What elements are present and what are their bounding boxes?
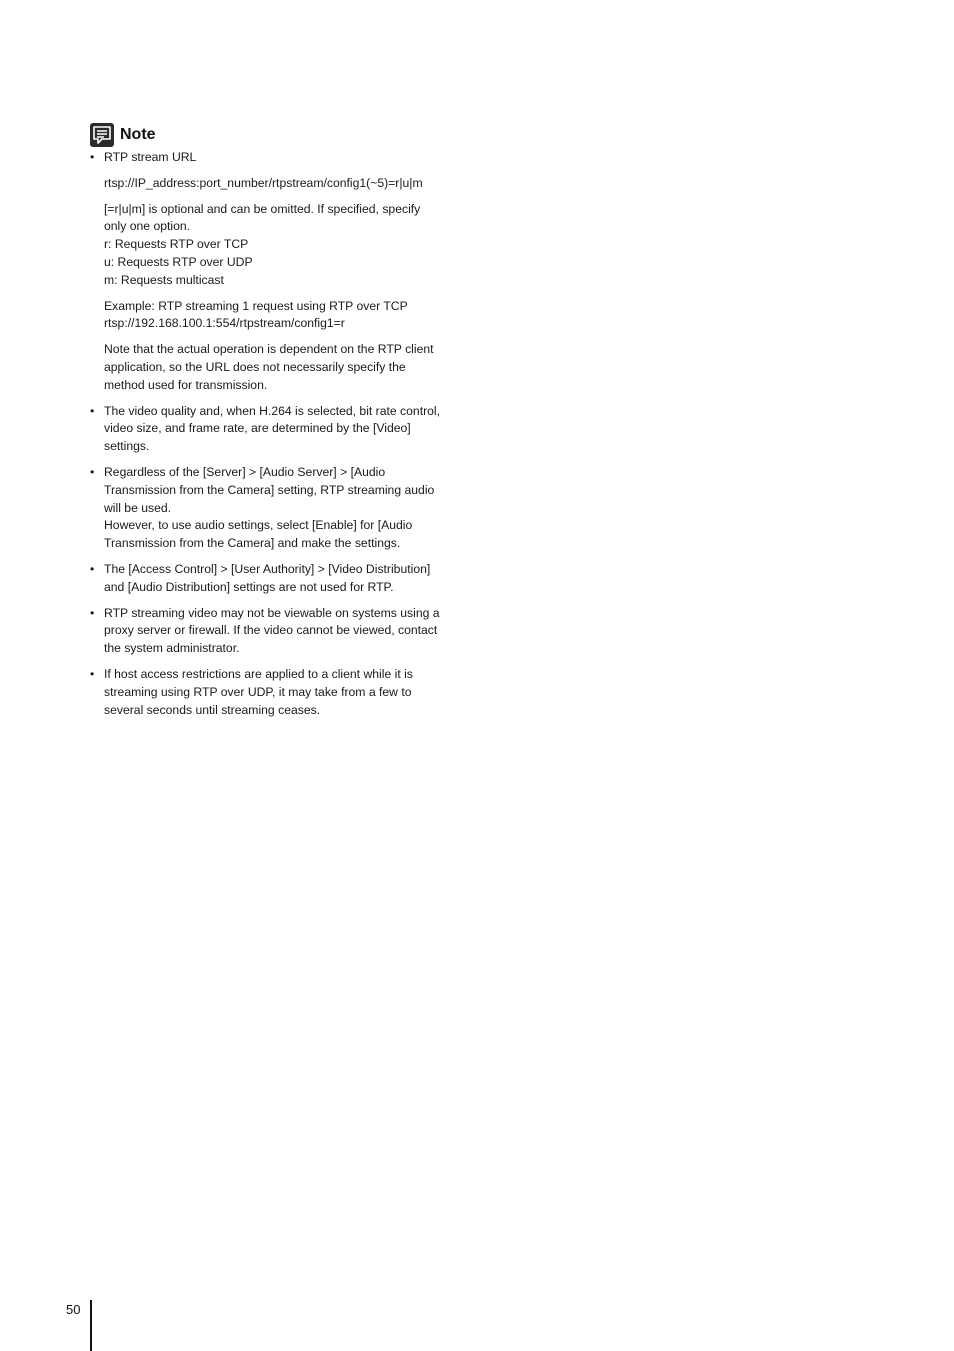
note-title: Note — [120, 126, 156, 143]
note-list-item — [90, 464, 470, 553]
note-text-line: RTP streaming video may not be viewable on systems using a — [104, 605, 440, 620]
note-list-item — [90, 403, 470, 456]
note-header — [90, 123, 156, 147]
note-list-item — [90, 605, 470, 658]
note-text-line: u: Requests RTP over UDP — [104, 254, 253, 269]
bullet-icon: • — [90, 150, 95, 164]
bullet-icon: • — [90, 403, 95, 418]
note-paragraph — [104, 403, 470, 456]
note-paragraph — [104, 561, 470, 597]
note-paragraph — [104, 201, 470, 290]
note-icon — [90, 123, 114, 147]
bullet-icon: • — [90, 561, 95, 576]
note-list-item — [90, 149, 470, 395]
page-number-rule — [90, 1300, 92, 1351]
note-text-line: The [Access Control] > [User Authority] > [Video Distribution] — [104, 561, 431, 576]
note-paragraph — [104, 605, 470, 658]
note-text-line: only one option. — [104, 219, 191, 234]
note-text-line: Regardless of the [Server] > [Audio Server] > [Audio — [104, 464, 386, 479]
note-text-line: application, so the URL does not necessarily specify the — [104, 359, 406, 374]
note-text-line: [=r|u|m] is optional and can be omitted. If specified, specify — [104, 201, 421, 216]
note-text-line: settings. — [104, 439, 150, 454]
note-text-line: method used for transmission. — [104, 377, 268, 392]
note-text-line: The video quality and, when H.264 is selected, bit rate control, — [104, 403, 441, 418]
note-list-item — [90, 561, 470, 597]
note-text-line: Transmission from the Camera] and make the settings. — [104, 536, 401, 551]
bullet-icon: • — [90, 666, 95, 681]
note-paragraph — [104, 298, 470, 334]
note-text-line: However, to use audio settings, select [Enable] for [Audio — [104, 518, 413, 533]
note-paragraph — [104, 666, 470, 719]
note-text-line: proxy server or firewall. If the video cannot be viewed, contact — [104, 623, 438, 638]
note-text-line: streaming using RTP over UDP, it may take from a few to — [104, 684, 412, 699]
note-paragraph — [104, 175, 470, 193]
note-text-line: and [Audio Distribution] settings are not used for RTP. — [104, 579, 394, 594]
note-text-line: Example: RTP streaming 1 request using RTP over TCP — [104, 298, 408, 313]
note-text-line: video size, and frame rate, are determined by the [Video] — [104, 421, 411, 436]
note-text-line: rtsp://IP_address:port_number/rtpstream/config1(~5)=r|u|m — [104, 175, 423, 190]
note-text-line: RTP stream URL — [104, 150, 197, 164]
note-paragraph — [104, 341, 470, 394]
note-text-line: r: Requests RTP over TCP — [104, 237, 249, 252]
note-text-line: If host access restrictions are applied to a client while it is — [104, 666, 413, 681]
note-text-line: Transmission from the Camera] setting, RTP streaming audio — [104, 482, 435, 497]
page-number: 50 — [66, 1302, 81, 1317]
note-text-line: the system administrator. — [104, 641, 240, 656]
bullet-icon: • — [90, 605, 95, 620]
note-text-line: Note that the actual operation is dependent on the RTP client — [104, 342, 434, 357]
note-text-line: m: Requests multicast — [104, 272, 224, 287]
note-text-line: rtsp://192.168.100.1:554/rtpstream/config1=r — [104, 316, 345, 331]
note-paragraph — [104, 464, 470, 553]
bullet-icon: • — [90, 464, 95, 479]
note-list-item — [90, 666, 470, 719]
note-text-line: several seconds until streaming ceases. — [104, 702, 321, 717]
note-text-line: will be used. — [104, 500, 172, 515]
note-paragraph — [104, 149, 470, 167]
note-body — [90, 149, 470, 727]
